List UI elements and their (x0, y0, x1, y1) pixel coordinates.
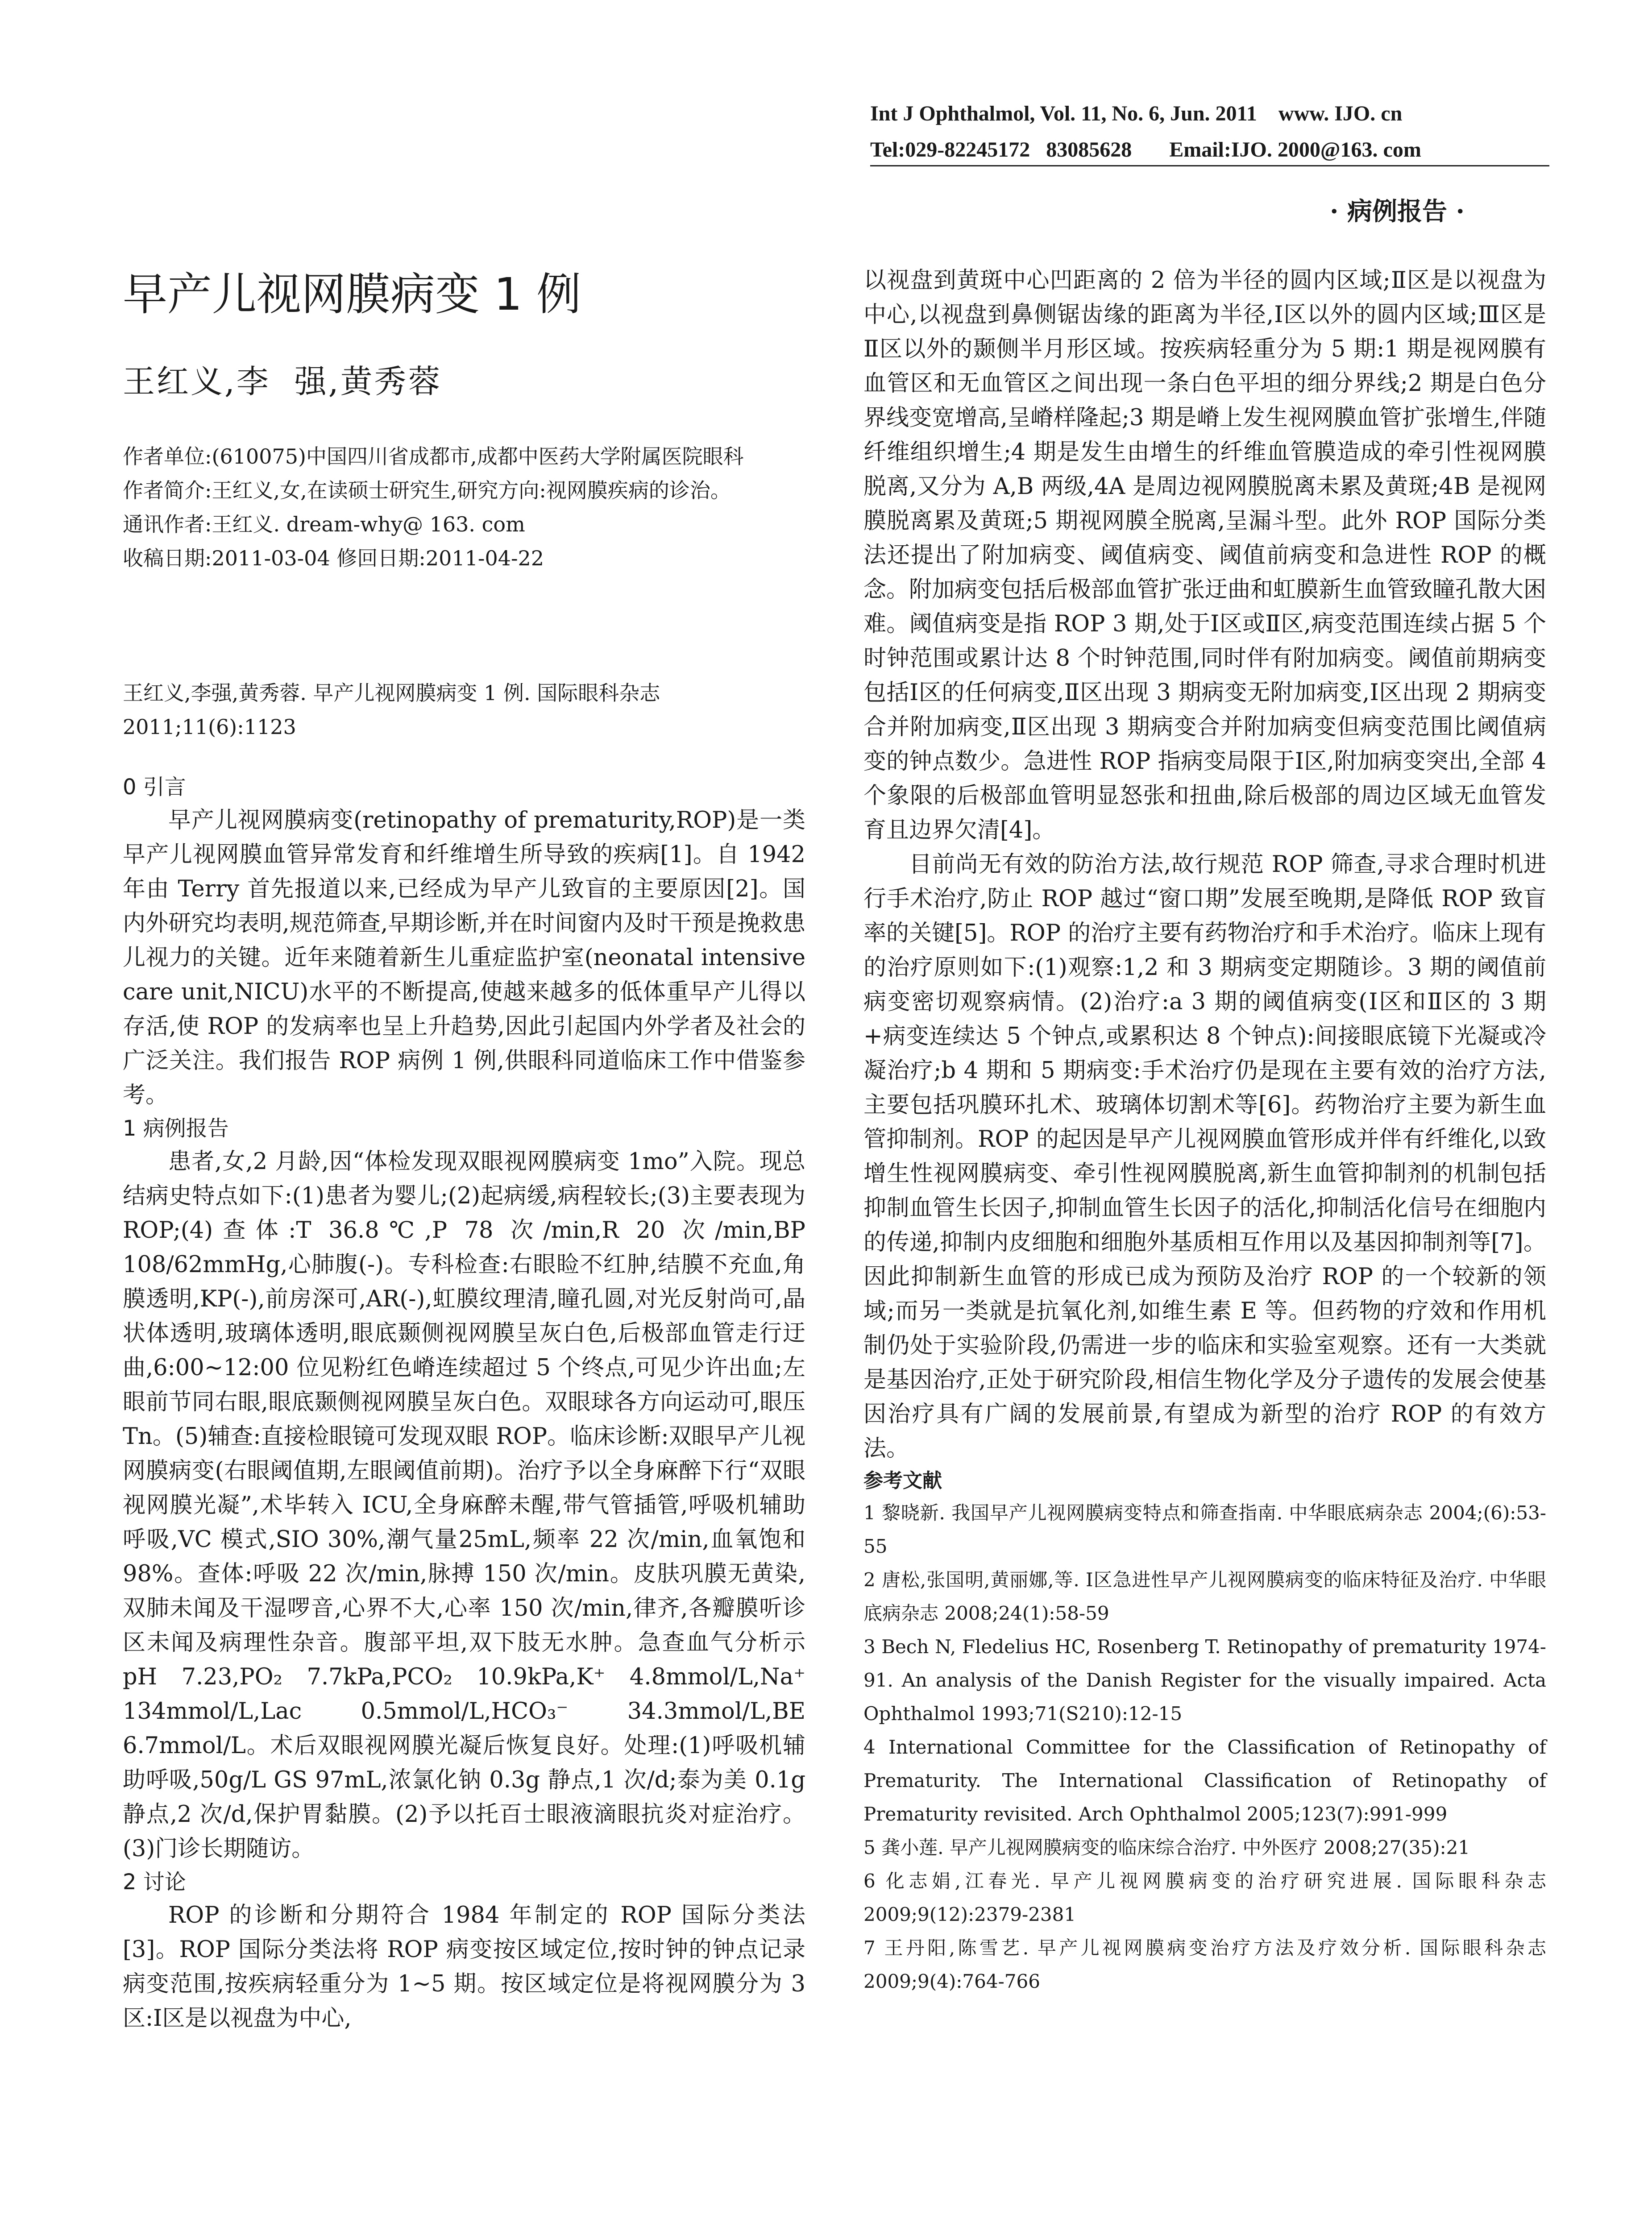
received-revised-dates: 收稿日期:2011-03-04 修回日期:2011-04-22 (123, 546, 544, 570)
left-column-body (123, 771, 805, 2036)
reference-item: 7 王丹阳,陈雪艺. 早产儿视网膜病变治疗方法及疗效分析. 国际眼科杂志 2009;9(4):764-766 (863, 1937, 1546, 1992)
section-tag: · 病例报告 · (1330, 197, 1465, 226)
author-bio: 作者简介:王红义,女,在读硕士研究生,研究方向:视网膜疾病的诊治。 (123, 478, 731, 502)
right-column-body (863, 263, 1546, 1998)
reference-item: 5 龚小莲. 早产儿视网膜病变的临床综合治疗. 中外医疗 2008;27(35):21 (863, 1837, 1470, 1858)
intro-paragraph: 早产儿视网膜病变(retinopathy of prematurity,ROP)是一类早产儿视网膜血管异常发育和纤维增生所导致的疾病[1]。自 1942 年由 Terry 首先报道以来,已经成为早产儿致盲的主要原因[2]。国内外研究均表明,规范筛查,早期诊断,并在时间窗内及时干预是挽救患儿视力的关键。近年来随着新生儿重症监护室(neonatal intensive care unit,NICU)水平的不断提高,使越来越多的低体重早产儿得以存活,使 ROP 的发病率也呈上升趋势,因此引起国内外学者及社会的广泛关注。我们报告 ROP 病例 1 例,供眼科同道临床工作中借鉴参考。 (123, 807, 805, 1108)
reference-item: 6 化志娟,江春光. 早产儿视网膜病变的治疗研究进展. 国际眼科杂志 2009;9(12):2379-2381 (863, 1870, 1546, 1925)
citation-block (123, 676, 805, 744)
case-paragraph: 患者,女,2 月龄,因“体检发现双眼视网膜病变 1mo”入院。现总结病史特点如下:(1)患者为婴儿;(2)起病缓,病程较长;(3)主要表现为 ROP;(4)查体:T 36.8℃,P 78 次/min,R 20 次/min,BP 108/62mmHg,心肺腹(-)。专科检查:右眼睑不红肿,结膜不充血,角膜透明,KP(-),前房深可,AR(-),虹膜纹理清,瞳孔圆,对光反射尚可,晶状体透明,玻璃体透明,眼底颞侧视网膜呈灰白色,后极部血管走行迂曲,6:00~12:00 位见粉红色嵴连续超过 5 个终点,可见少许出血;左眼前节同右眼,眼底颞侧视网膜呈灰白色。双眼球各方向运动可,眼压 Tn。(5)辅查:直接检眼镜可发现双眼 ROP。临床诊断:双眼早产儿视网膜病变(右眼阈值期,左眼阈值前期)。治疗予以全身麻醉下行“双眼视网膜光凝”,术毕转入 ICU,全身麻醉未醒,带气管插管,呼吸机辅助呼吸,VC 模式,SIO 30%,潮气量25mL,频率 22 次/min,血氧饱和 98%。查体:呼吸 22 次/min,脉搏 150 次/min。皮肤巩膜无黄染,双肺未闻及干湿啰音,心界不大,心率 150 次/min,律齐,各瓣膜听诊区未闻及病理性杂音。腹部平坦,双下肢无水肿。急查血气分析示 pH 7.23,PO₂ 7.7kPa,PCO₂ 10.9kPa,K⁺ 4.8mmol/L,Na⁺ 134mmol/L,Lac 0.5mmol/L,HCO₃⁻ 34.3mmol/L,BE 6.7mmol/L。术后双眼视网膜光凝后恢复良好。处理:(1)呼吸机辅助呼吸,50g/L GS 97mL,浓氯化钠 0.3g 静点,1 次/d;泰为美 0.1g 静点,2 次/d,保护胃黏膜。(2)予以托百士眼液滴眼抗炎对症治疗。(3)门诊长期随访。 (123, 1149, 805, 1862)
journal-header-line: Int J Ophthalmol, Vol. 11, No. 6, Jun. 2011 www. IJO. cn (870, 102, 1403, 125)
article-title: 早产儿视网膜病变 1 例 (123, 268, 581, 320)
corresponding-author: 通讯作者:王红义. dream-why@ 163. com (123, 512, 525, 536)
discussion-paragraph-2: 目前尚无有效的防治方法,故行规范 ROP 筛查,寻求合理时机进行手术治疗,防止 ROP 越过“窗口期”发展至晚期,是降低 ROP 致盲率的关键[5]。ROP 的治疗主要有药物治疗和手术治疗。临床上现有的治疗原则如下:(1)观察:1,2 和 3 期病变定期随诊。3 期的阈值前病变密切观察病情。(2)治疗:a 3 期的阈值病变(Ⅰ区和Ⅱ区的 3 期+病变连续达 5 个钟点,或累积达 8 个钟点):间接眼底镜下光凝或冷凝治疗;b 4 期和 5 期病变:手术治疗仍是现在主要有效的治疗方法,主要包括巩膜环扎术、玻璃体切割术等[6]。药物治疗主要为新生血管抑制剂。ROP 的起因是早产儿视网膜血管形成并伴有纤维化,以致增生性视网膜病变、牵引性视网膜脱离,新生血管抑制剂的机制包括抑制血管生长因子,抑制血管生长因子的活化,抑制活化信号在细胞内的传递,抑制内皮细胞和细胞外基质相互作用以及基因抑制剂等[7]。因此抑制新生血管的形成已成为预防及治疗 ROP 的一个较新的领域;而另一类就是抗氧化剂,如维生素 E 等。但药物的疗效和作用机制仍处于实验阶段,仍需进一步的临床和实验室观察。还有一大类就是基因治疗,正处于研究阶段,相信生物化学及分子遗传的发展会使基因治疗具有广阔的发展前景,有望成为新型的治疗 ROP 的有效方法。 (863, 851, 1546, 1462)
header-rule (870, 165, 1549, 166)
citation-text: 王红义,李强,黄秀蓉. 早产儿视网膜病变 1 例. 国际眼科杂志 2011;11(6):1123 (123, 681, 660, 739)
affiliation: 作者单位:(610075)中国四川省成都市,成都中医药大学附属医院眼科 (123, 444, 744, 469)
author-meta (123, 440, 805, 575)
discussion-paragraph-1-start: ROP 的诊断和分期符合 1984 年制定的 ROP 国际分类法[3]。ROP 国际分类法将 ROP 病变按区域定位,按时钟的钟点记录病变范围,按疾病轻重分为 1~5 期。按区域定位是将视网膜分为 3 区:Ⅰ区是以视盘为中心, (123, 1902, 805, 2032)
section-heading-intro: 0 引言 (123, 775, 186, 800)
references-list (863, 1496, 1546, 1998)
reference-item: 2 唐松,张国明,黄丽娜,等. Ⅰ区急进性早产儿视网膜病变的临床特征及治疗. 中华眼底病杂志 2008;24(1):58-59 (863, 1569, 1546, 1624)
reference-item: 4 International Committee for the Classification of Retinopathy of Prematurity. The International Classification of Retinopathy of Prematurity revisited. Arch Ophthalmol 2005;123(7):991-999 (863, 1736, 1546, 1825)
section-heading-case: 1 病例报告 (123, 1116, 229, 1141)
reference-item: 3 Bech N, Fledelius HC, Rosenberg T. Retinopathy of prematurity 1974-91. An analysis of the Danish Register for the visually impaired. Acta Ophthalmol 1993;71(S210):12-15 (863, 1636, 1546, 1725)
references-heading: 参考文献 (863, 1469, 942, 1492)
section-heading-discussion: 2 讨论 (123, 1870, 186, 1895)
discussion-paragraph-1-cont: 以视盘到黄斑中心凹距离的 2 倍为半径的圆内区域;Ⅱ区是以视盘为中心,以视盘到鼻侧锯齿缘的距离为半径,Ⅰ区以外的圆内区域;Ⅲ区是Ⅱ区以外的颞侧半月形区域。按疾病轻重分为 5 期:1 期是视网膜有血管区和无血管区之间出现一条白色平坦的细分界线;2 期是白色分界线变宽增高,呈嵴样隆起;3 期是嵴上发生视网膜血管扩张增生,伴随纤维组织增生;4 期是发生由增生的纤维血管膜造成的牵引性视网膜脱离,又分为 A,B 两级,4A 是周边视网膜脱离未累及黄斑;4B 是视网膜脱离累及黄斑;5 期视网膜全脱离,呈漏斗型。此外 ROP 国际分类法还提出了附加病变、阈值病变、阈值前病变和急进性 ROP 的概念。附加病变包括后极部血管扩张迂曲和虹膜新生血管致瞳孔散大困难。阈值病变是指 ROP 3 期,处于Ⅰ区或Ⅱ区,病变范围连续占据 5 个时钟范围或累计达 8 个时钟范围,同时伴有附加病变。阈值前期病变包括Ⅰ区的任何病变,Ⅱ区出现 3 期病变无附加病变,Ⅰ区出现 2 期病变合并附加病变,Ⅱ区出现 3 期病变合并附加病变但病变范围比阈值病变的钟点数少。急进性 ROP 指病变局限于Ⅰ区,附加病变突出,全部 4 个象限的后极部血管明显怒张和扭曲,除后极部的周边区域无血管发育且边界欠清[4]。 (863, 267, 1547, 843)
reference-item: 1 黎晓新. 我国早产儿视网膜病变特点和筛查指南. 中华眼底病杂志 2004;(6):53-55 (863, 1502, 1546, 1557)
journal-contact-line: Tel:029-82245172 83085628 Email:IJO. 2000@163. com (870, 138, 1421, 162)
article-authors: 王红义,李 强,黄秀蓉 (123, 363, 442, 400)
